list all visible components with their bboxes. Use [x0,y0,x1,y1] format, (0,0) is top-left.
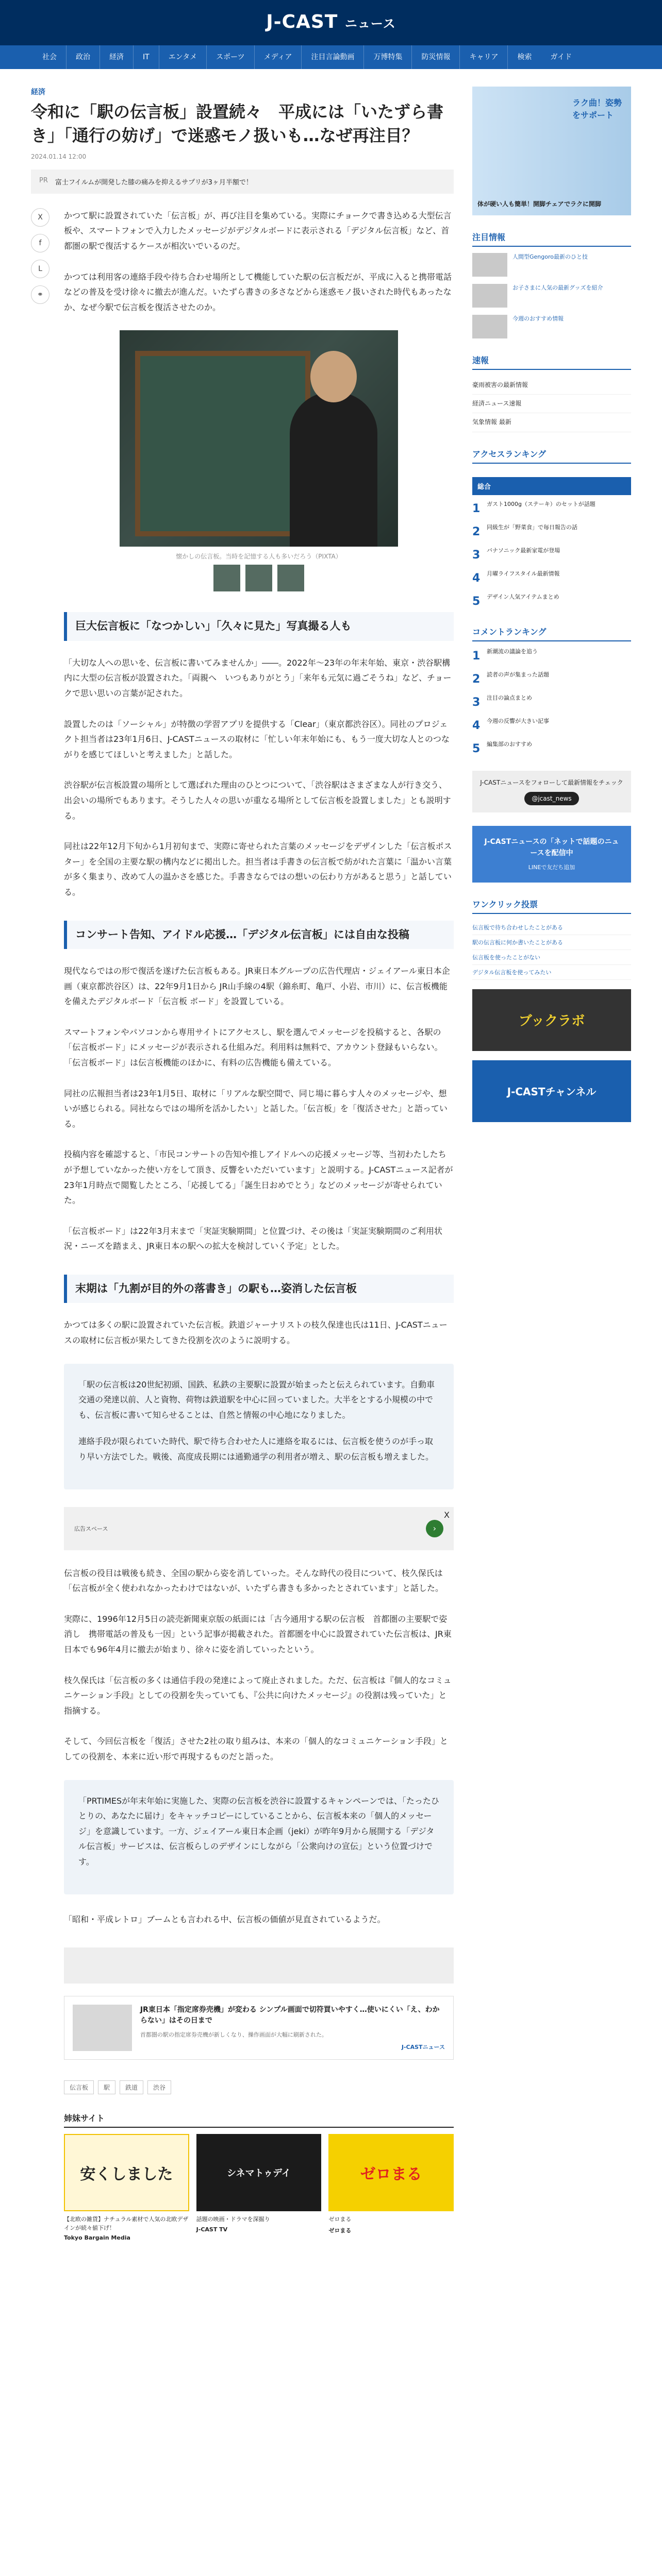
article-title: 令和に「駅の伝言板」設置続々 平成には「いたずら書き」「通行の妨げ」で迷惑モノ扱いも…なぜ再注目？ [31,102,444,146]
sidebar-item[interactable] [472,253,631,277]
logo-sub: ニュース [344,16,396,31]
one-click-title: ワンクリック投票 [472,898,631,914]
sister-text: 【北欧の雑貨】ナチュラル素材で人気の北欧デザインが続々値下げ！ [64,2216,189,2231]
nav-item[interactable]: 注目言論動画 [302,45,364,69]
ad-close-icon[interactable]: X [444,1510,450,1520]
paragraph: かつて駅に設置されていた「伝言板」が、再び注目を集めている。実際にチョークで書き込める大型伝言板や、スマートフォンで入力したメッセージがデジタルボードに表示される「デジタル伝言板」など、首都圏の駅で復活するケースが相次いでいるのだ。 [64,210,452,251]
promo-desc: 首都圏の駅の指定席券売機が新しくなり、操作画面が大幅に刷新された。 [140,2031,327,2039]
sister-image: シネマトゥデイ [196,2134,322,2211]
paragraph: かつては多くの駅に設置されていた伝言板。鉄道ジャーナリストの枝久保達也氏は11日、J-CASTニュースの取材に伝言板が果たしてきた役割を次のように説明する。 [64,1320,448,1346]
section-heading: 巨大伝言板に「なつかしい」「久々に見た」写真撮る人も [64,612,454,641]
sidebar-ad-text: ラク曲！姿勢をサポート [572,98,622,120]
pr-text: 富士フイルムが開発した膝の痛みを抑えるサプリが3ヶ月半額で！ [55,178,253,187]
article-main [31,87,454,2241]
quote-block [64,1780,454,1894]
quote-block [64,1364,454,1489]
line-small: LINEで友だち追加 [528,864,575,871]
sidebar-ad[interactable] [472,87,631,215]
sidebar-item-text: 今週のおすすめ情報 [512,315,564,322]
paragraph: 枝久保氏は「伝言板の多くは通信手段の発達によって廃止されました。ただ、伝言板は『個人的なコミュニケーション手段』としての役割を失っていても、『公共に向けたメッセージ』の役割は残っていた」と指摘する。 [64,1675,452,1716]
paragraph: 投稿内容を確認すると、「市民コンサートの告知や推しアイドルへの応援メッセージ等、当初わたしたちが予想していなかった使い方をして頂き、反響をいただいています」と説明する。J-CASTニュース記者が23年1月時点で閲覧したところ、「応援してる」「誕生日おめでとう」などのメッセージが寄せられていた。 [64,1149,453,1206]
sidebar-item-text: 人間型Gengoro最新のひと技 [512,253,588,260]
keyword-tag[interactable]: 駅 [98,2080,115,2094]
line-box[interactable] [472,826,631,883]
comment-item[interactable]: 4 今週の反響が大きい記事 [472,717,631,734]
sidebar-section-title: 注目情報 [472,231,631,247]
paragraph: 渋谷駅が伝言板設置の場所として選ばれた理由のひとつについて、「渋谷駅はさまざまな人が行き交う、出会いの場所でもあります。そうした人々の思いが重なる場所として伝言板を設置しました」とも説明する。 [64,780,451,821]
ad-text: 広告スペース [74,1525,108,1532]
sister-brand: Tokyo Bargain Media [64,2234,130,2242]
nav-item[interactable]: エンタメ [159,45,207,69]
quote-paragraph: 「PRTIMESが年末年始に実施した、実際の伝言板を渋谷に設置するキャンペーンでは、「たったひとりの、あなたに届け」をキャッチコピーにしていることから、伝言板本来の「個人的メッセージ」を意識しています。一方、ジェイアール東日本企画（jeki）が昨年9月から展開する「デジタル伝言板」サービスは、伝言板らしのデザインにしながら「公衆向けの宣伝」という位置づけです。 [78,1795,439,1867]
article-category[interactable]: 経済 [31,88,45,96]
paragraph: 実際に、1996年12月5日の読売新聞東京版の紙面には「古今通用する駅の伝言板 首都圏の主要駅で姿消し 携帯電話の普及も一因」という記事が掲載された。首都圏を中心に設置されていた伝言板は、JR東日本でも96年4月に撤去が始まり、徐々に姿を消していったという。 [64,1614,452,1654]
paragraph: 「昭和・平成レトロ」ブームとも言われる中、伝言板の価値が見直されているようだ。 [64,1914,386,1924]
line-text: J-CASTニュースの「ネットで話題のニュースを配信中 [484,837,619,857]
sidebar-item[interactable] [472,315,631,338]
x-share-icon[interactable]: X [31,208,49,227]
comment-text: 読者の声が集まった話題 [487,671,549,678]
sister-sites [64,2134,454,2241]
promo-brand: J-CASTニュース [401,2043,445,2050]
ranking-title: アクセスランキング [472,448,631,464]
person-head-shape [310,351,357,402]
sidebar-thumb [472,253,507,277]
ranking-text: ガスト1000g（ステーキ）のセットが話題 [487,500,595,507]
sidebar-banner[interactable]: ブックラボ [472,989,631,1051]
vote-option[interactable]: 伝言板を使ったことがない [472,950,631,965]
ranking-item[interactable]: 5 デザイン人気アイテムまとめ [472,593,631,610]
article-date: 2024.01.14 12:00 [31,152,87,160]
news-item[interactable]: 気象情報 最新 [472,413,631,432]
ranking-item[interactable]: 4 月曜ライフスタイル最新情報 [472,570,631,587]
thumbnail[interactable] [277,565,304,591]
quote-paragraph: 「駅の伝言板は20世紀初頭、国鉄、私鉄の主要駅に設置が始まったと伝えられています。自動車交通の発達以前、人と資物、荷物は鉄道駅を中心に回っていました。大半をとする小規模の中でも、伝言板に書いて知らせることは、自然と情報の中心地になりました。 [78,1379,435,1420]
thumbnail[interactable] [213,565,240,591]
paragraph: 同社は22年12月下旬から1月初旬まで、実際に寄せられた言葉のメッセージをデザインした「伝言板ポスター」を全国の主要な駅の構内などに掲出した。担当者は手書きの伝言板で紡がれた言葉に「温かい言葉が多く集まり、改めて人の温かさを感じた。手書きならではの想いの伝わり方があると思う」と話している。 [64,841,452,897]
sister-sites-title: 姉妹サイト [64,2112,454,2128]
photo-caption: 懐かしの伝言板。当時を記憶する人も多いだろう（PIXTA） [176,553,342,561]
sidebar-banner[interactable]: J-CASTチャンネル [472,1060,631,1122]
sister-card[interactable] [196,2134,322,2241]
follow-box [472,771,631,812]
paragraph: 設置したのは「ソーシャル」が特徴の学習アプリを提供する「Clear」（東京都渋谷区）。同社のプロジェクト担当者は23年1月6日、J-CASTニュースの取材に「忙しい年末年始にも、もう一度大切な人とのつながりを感じてほしいと考えました」と話した。 [64,719,450,759]
comment-ranking-title: コメントランキング [472,625,631,641]
news-item[interactable]: 経済ニュース速報 [472,395,631,413]
section-heading: コンサート告知、アイドル応援…「デジタル伝言板」には自由な投稿 [64,921,454,950]
paragraph: 伝言板の役目は戦後も続き、全国の駅から姿を消していった。そんな時代の役目について、枝久保氏は「伝言板が全く使われなかったわけではないが、いたずら書きも多かったとされています」と話した。 [64,1568,444,1594]
sidebar-item[interactable] [472,284,631,308]
sister-brand: J-CAST TV [196,2226,228,2233]
sidebar [472,87,631,1122]
sidebar-thumb [472,315,507,338]
nav-search[interactable]: 検索 [517,53,532,61]
keyword-list [64,2080,454,2094]
comment-text: 編集部のおすすめ [487,740,533,748]
thumbnail[interactable] [245,565,272,591]
keyword-tag[interactable]: 鉄道 [120,2080,143,2094]
ranking-item[interactable]: 1 ガスト1000g（ステーキ）のセットが話題 [472,500,631,517]
promo-card[interactable] [64,1996,454,2060]
nav-item[interactable]: 経済 [100,45,134,69]
site-logo[interactable] [0,11,662,32]
ranking-item[interactable]: 3 バナソニック最新家電が登場 [472,547,631,564]
link-copy-icon[interactable]: ⚭ [31,285,49,304]
ranking-text: デザイン人気アイテムまとめ [487,593,559,600]
paragraph: 「伝言板ボード」は22年3月末まで「実証実験期間」と位置づけ、その後は「実証実験期間のご利用状況・ニーズを踏まえ、JR東日本の駅への拡大を検討していく予定」とした。 [64,1226,442,1251]
follow-button[interactable]: @jcast_news [524,792,578,805]
section-heading: 末期は「九割が目的外の落書き」の駅も…姿消した伝言板 [64,1275,454,1303]
promo-title: JR東日本「指定席券売機」が変わる シンプル画面で切符買いやすく…使いにくい「え、わからない」はその日まで [140,2006,440,2025]
news-item[interactable]: 豪雨被害の最新情報 [472,376,631,395]
sister-text: ゼロまる [328,2216,352,2223]
paragraph: 「大切な人への思いを、伝言板に書いてみませんか」――。2022年～23年の年末年始、東京・渋谷駅構内に大型の伝言板が設置された。「両親へ いつもありがとう」「来年も元気に過ごそうね」など、チョークで思い思いの言葉が記された。 [64,657,452,699]
nav-guide[interactable]: ガイド [550,53,572,61]
share-buttons [31,208,54,311]
paragraph: 同社の広報担当者は23年1月5日、取材に「リアルな駅空間で、同じ場に暮らす人々のメッセージや、想いが感じられる。同社ならではの場所を活かしたい」と話した。「伝言板」を「復活させた」と語っている。 [64,1088,448,1129]
pr-label: PR [39,176,48,184]
photo-thumbnails [64,565,454,591]
person-shape [290,392,377,547]
sidebar-thumb [472,284,507,308]
paragraph: かつては利用客の連絡手段や待ち合わせ場所として機能していた駅の伝言板だが、平成に入ると携帯電話などの普及を受け徐々に撤去が進んだ。いたずら書きの多さなどから迷惑モノ扱いされた時代もあったなか、なぜ今駅で伝言板を復活させたのか。 [64,272,452,312]
site-header [0,0,662,45]
keyword-tag[interactable]: 伝言板 [64,2080,94,2094]
news-title: 速報 [472,354,631,370]
comment-text: 新潮流の議論を追う [487,648,538,655]
comment-text: 今週の反響が大きい記事 [487,717,549,724]
related-pr[interactable] [31,170,454,194]
article-photo[interactable] [120,330,398,547]
nav-item[interactable]: 社会 [33,45,67,69]
sidebar-ad-caption: 体が硬い人も簡単！開脚チェアでラクに開脚 [477,200,602,208]
sister-card[interactable] [64,2134,189,2241]
ad-placeholder [64,1947,454,1984]
paragraph: スマートフォンやパソコンから専用サイトにアクセスし、駅を選んでメッセージを投稿すると、各駅の「伝言板ボード」にメッセージが表示される仕組みだ。利用料は無料で、アカウント登録もいらない。「伝言板ボード」は伝言板機能のほかに、有料の広告機能も備えている。 [64,1027,443,1068]
sidebar-item-text: お子さまに人気の最新グッズを紹介 [512,284,603,291]
article-body [31,208,454,2241]
nav-item[interactable]: 万博特集 [364,45,412,69]
comment-item[interactable]: 2 読者の声が集まった話題 [472,671,631,688]
keyword-tag[interactable]: 渋谷 [147,2080,171,2094]
follow-text: J-CASTニュースをフォローして最新情報をチェック [480,778,623,786]
main-nav [0,45,662,69]
vote-option[interactable]: 伝言板で待ち合わせしたことがある [472,920,631,935]
ranking-text: バナソニック最新家電が登場 [487,547,560,554]
ad-arrow-icon[interactable]: › [426,1520,443,1537]
paragraph: そして、今回伝言板を「復活」させた2社の取り組みは、本来の「個人的なコミュニケーション手段」としての役割を、本来に近い形で再現するものだと語った。 [64,1736,448,1761]
sister-card[interactable] [328,2134,454,2241]
sister-image: 安くしました [64,2134,189,2211]
sister-text: 話題の映画・ドラマを深掘り [196,2216,270,2223]
paragraph: 現代ならではの形で復活を遂げた伝言板もある。JR東日本グループの広告代理店・ジェイアール東日本企画（東京都渋谷区）は、22年9月1日から JR山手線の4駅（錦糸町、亀戸、小岩、市川）に、伝言板機能を備えたデジタルボード「伝言板 ボード」を設置している。 [64,966,450,1007]
ranking-text: 同級生が「野菜食」で毎日報告の話 [487,523,577,531]
blackboard-shape [135,351,310,536]
nav-item[interactable]: メディア [255,45,302,69]
vote-option[interactable]: デジタル伝言板を使ってみたい [472,965,631,980]
promo-image [73,2005,132,2051]
comment-item[interactable]: 5 編集部のおすすめ [472,740,631,757]
line-share-icon[interactable]: L [31,260,49,278]
logo-main: J-CAST [266,11,338,32]
sister-image: ゼロまる [328,2134,454,2211]
quote-paragraph: 連絡手段が限られていた時代、駅で待ち合わせた人に連絡を取るには、伝言板を使うのが手っ取り早い方法でした。戦後、高度成長期には通勤通学の利用者が増え、駅の伝言板も増えました。 [78,1436,434,1462]
ranking-text: 月曜ライフスタイル最新情報 [487,570,560,577]
nav-item[interactable]: 政治 [67,45,100,69]
comment-text: 注目の論点まとめ [487,694,532,701]
ranking-item[interactable]: 2 同級生が「野菜食」で毎日報告の話 [472,523,631,540]
nav-item[interactable]: IT [134,45,159,69]
comment-item[interactable]: 1 新潮流の議論を追う [472,648,631,665]
vote-option[interactable]: 駅の伝言板に何か書いたことがある [472,935,631,950]
nav-item[interactable]: キャリア [460,45,508,69]
inline-ad-banner[interactable] [64,1507,454,1550]
comment-item[interactable]: 3 注目の論点まとめ [472,694,631,711]
ranking-tab[interactable]: 総合 [472,477,631,495]
facebook-share-icon[interactable]: f [31,234,49,252]
nav-item[interactable]: スポーツ [207,45,254,69]
sister-brand: ゼロまる [328,2227,352,2234]
nav-item[interactable]: 防災情報 [412,45,460,69]
